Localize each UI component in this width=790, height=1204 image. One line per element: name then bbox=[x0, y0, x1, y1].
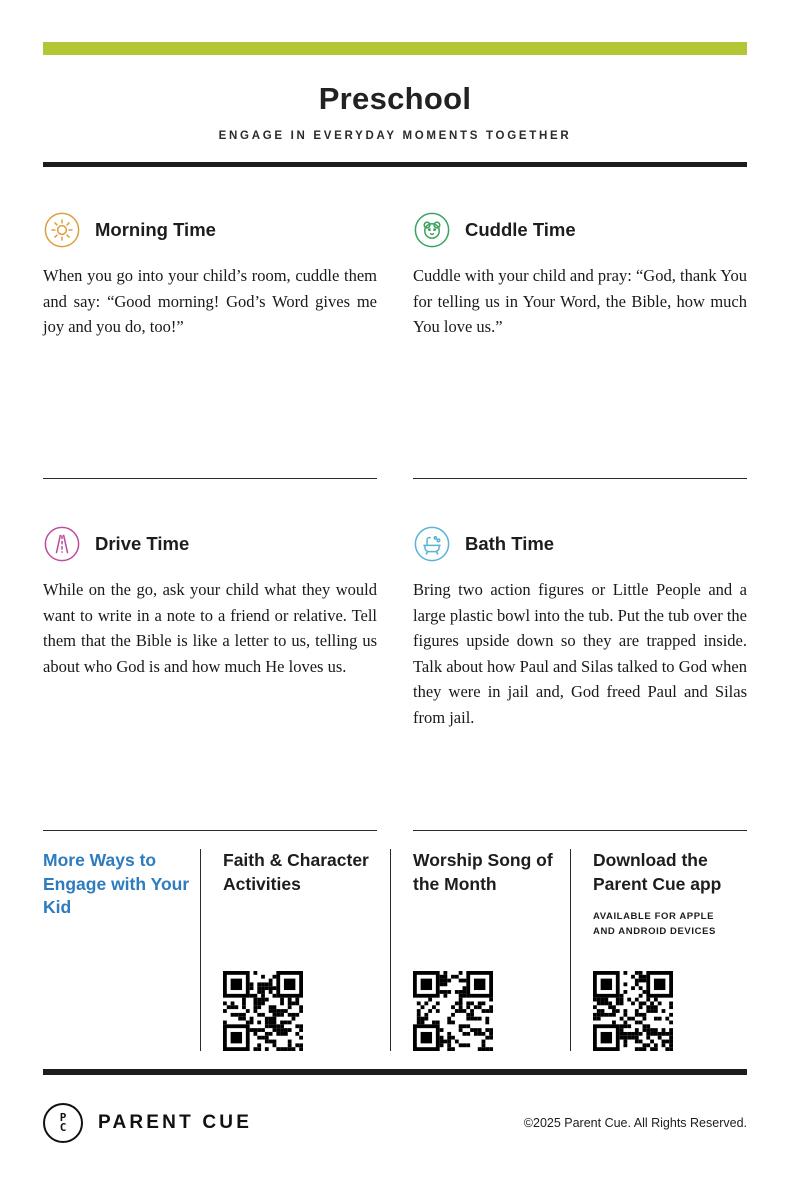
divider-thick-top bbox=[43, 162, 747, 167]
app-download-column bbox=[570, 849, 727, 1051]
more-ways-section bbox=[43, 849, 747, 1051]
section-title-morning: Morning Time bbox=[95, 219, 216, 240]
brand-wordmark: PARENT CUE bbox=[98, 1112, 253, 1133]
worship-song-column bbox=[390, 849, 570, 1051]
worship-song-title: Worship Song of the Month bbox=[413, 850, 553, 894]
activity-sections bbox=[43, 211, 747, 831]
section-body-morning: When you go into your child’s room, cuddle them and say: “Good morning! God’s Word gives me joy and you do, too!” bbox=[43, 266, 377, 337]
page-subtitle: ENGAGE IN EVERYDAY MOMENTS TOGETHER bbox=[218, 130, 572, 142]
divider-thick-bottom bbox=[43, 1069, 747, 1075]
qr-code-faith-character bbox=[223, 971, 303, 1051]
footer bbox=[43, 1103, 747, 1143]
section-title-drive: Drive Time bbox=[95, 533, 190, 554]
section-bath-time bbox=[413, 525, 747, 831]
section-body-bath: Bring two action figures or Little People and a large plastic bowl into the tub. Put the tub over the figures upside down so they are trapped inside. Talk about how Paul and Silas talked to God when they were in jail and, God freed Paul and Silas from jail. bbox=[413, 580, 747, 727]
app-download-title: Download the Parent Cue app bbox=[593, 850, 722, 894]
section-cuddle-time bbox=[413, 211, 747, 479]
section-body-cuddle: Cuddle with your child and pray: “God, thank You for telling us in Your Word, the Bible, how much You love us.” bbox=[413, 266, 747, 337]
more-ways-heading-link[interactable]: More Ways to Engage with Your Kid bbox=[43, 850, 190, 918]
section-title-bath: Bath Time bbox=[465, 533, 555, 554]
logo-letter-c: C bbox=[59, 1121, 67, 1134]
qr-code-parent-cue-app bbox=[593, 971, 673, 1051]
accent-bar bbox=[43, 42, 747, 55]
section-title-cuddle: Cuddle Time bbox=[465, 219, 576, 240]
qr-code-worship-song bbox=[413, 971, 493, 1051]
more-ways-heading-column bbox=[43, 849, 200, 1051]
section-drive-time bbox=[43, 525, 377, 831]
app-availability-note: AVAILABLE FOR APPLE AND ANDROID DEVICES bbox=[593, 911, 716, 937]
bathtub-icon bbox=[413, 525, 451, 563]
section-morning-time bbox=[43, 211, 377, 479]
logo-letter-p: P bbox=[59, 1110, 67, 1124]
sun-icon bbox=[43, 211, 81, 249]
copyright-text: ©2025 Parent Cue. All Rights Reserved. bbox=[523, 1116, 747, 1130]
faith-character-column bbox=[200, 849, 390, 1051]
faith-character-title: Faith & Character Activities bbox=[223, 850, 369, 894]
parent-cue-logo-icon bbox=[43, 1103, 83, 1143]
section-body-drive: While on the go, ask your child what they would want to write in a note to a friend or relative. Tell them that the Bible is like a letter to us, telling us about who God is and how much He loves us. bbox=[43, 580, 377, 676]
road-icon bbox=[43, 525, 81, 563]
teddy-bear-icon bbox=[413, 211, 451, 249]
page-title: Preschool bbox=[318, 81, 472, 116]
